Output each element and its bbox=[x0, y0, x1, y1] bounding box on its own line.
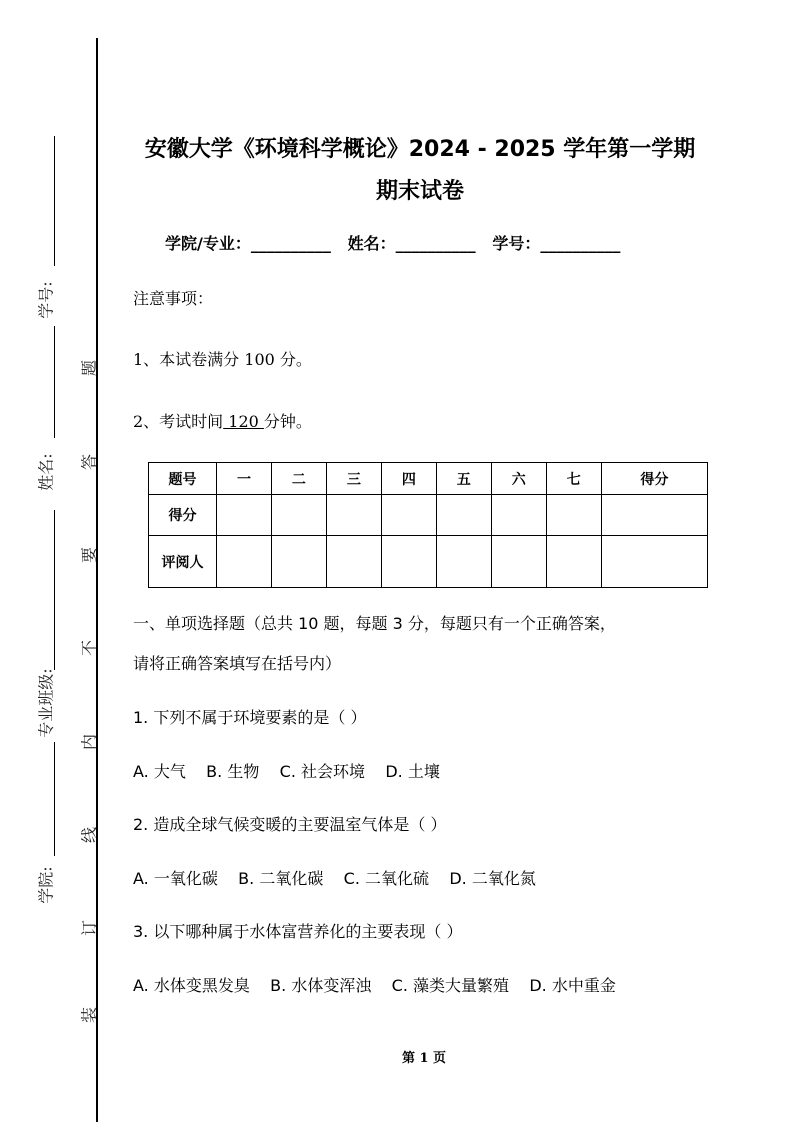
margin-blank-line bbox=[54, 742, 55, 856]
score-cell bbox=[271, 495, 326, 536]
row-label: 得分 bbox=[149, 495, 217, 536]
seal-char: 订 bbox=[79, 919, 99, 937]
student-info-row bbox=[165, 231, 620, 254]
note-item bbox=[133, 409, 312, 432]
grader-cell bbox=[326, 536, 381, 588]
question-options: A. 水体变黑发臭 B. 水体变浑浊 C. 藻类大量繁殖 D. 水中重金 bbox=[133, 976, 616, 995]
table-header-row bbox=[149, 463, 708, 495]
table-header-cell: 二 bbox=[271, 463, 326, 495]
seal-char: 不 bbox=[79, 639, 99, 657]
table-header-cell: 三 bbox=[326, 463, 381, 495]
seal-char: 答 bbox=[79, 453, 99, 471]
grader-cell bbox=[217, 536, 272, 588]
question: 2. 造成全球气候变暖的主要温室气体是（ ） bbox=[133, 815, 447, 834]
table-header-cell: 七 bbox=[546, 463, 601, 495]
section-heading: 请将正确答案填写在括号内） bbox=[133, 654, 342, 673]
score-cell bbox=[491, 495, 546, 536]
margin-name-label: 姓名: bbox=[36, 453, 56, 491]
score-cell bbox=[546, 495, 601, 536]
margin-major-class-label: 专业班级: bbox=[36, 668, 56, 738]
seal-char: 线 bbox=[79, 826, 99, 844]
note-text: 分钟。 bbox=[263, 412, 312, 431]
question-options: A. 一氧化碳 B. 二氧化碳 C. 二氧化硫 D. 二氧化氮 bbox=[133, 869, 536, 888]
grader-cell bbox=[271, 536, 326, 588]
score-table bbox=[148, 462, 708, 588]
note-item: 1、本试卷满分 100 分。 bbox=[133, 350, 312, 369]
grader-cell bbox=[436, 536, 491, 588]
table-row bbox=[149, 536, 708, 588]
seal-char: 要 bbox=[79, 546, 99, 564]
table-header-cell: 六 bbox=[491, 463, 546, 495]
seal-char: 题 bbox=[79, 359, 99, 377]
exam-title: 安徽大学《环境科学概论》2024 - 2025 学年第一学期 bbox=[144, 137, 696, 162]
margin-blank-line bbox=[54, 326, 55, 438]
row-label: 评阅人 bbox=[149, 536, 217, 588]
section-heading: 一、单项选择题（总共 10 题，每题 3 分，每题只有一个正确答案， bbox=[133, 614, 616, 633]
exam-duration: 120 bbox=[223, 412, 264, 431]
table-header-cell: 五 bbox=[436, 463, 491, 495]
question: 3. 以下哪种属于水体富营养化的主要表现（ ） bbox=[133, 922, 463, 941]
score-cell bbox=[601, 495, 707, 536]
score-cell bbox=[217, 495, 272, 536]
grader-cell bbox=[381, 536, 436, 588]
question: 1. 下列不属于环境要素的是（ ） bbox=[133, 708, 367, 727]
note-text: 2、考试时间 bbox=[133, 412, 224, 431]
id-blank: __________ bbox=[540, 234, 621, 253]
grader-cell bbox=[546, 536, 601, 588]
score-cell bbox=[326, 495, 381, 536]
score-cell bbox=[436, 495, 491, 536]
score-cell bbox=[381, 495, 436, 536]
seal-char: 装 bbox=[79, 1006, 99, 1024]
exam-subtitle: 期末试卷 bbox=[375, 179, 464, 204]
grader-cell bbox=[601, 536, 707, 588]
college-blank: __________ bbox=[250, 234, 331, 253]
table-header-cell: 题号 bbox=[149, 463, 217, 495]
margin-student-id-label: 学号: bbox=[36, 281, 56, 319]
notes-heading: 注意事项： bbox=[133, 289, 214, 308]
seal-char: 内 bbox=[79, 733, 99, 751]
question-options: A. 大气 B. 生物 C. 社会环境 D. 土壤 bbox=[133, 762, 440, 781]
college-label: 学院/专业： bbox=[165, 234, 251, 253]
grader-cell bbox=[491, 536, 546, 588]
page-number: 第 1 页 bbox=[401, 1051, 447, 1066]
margin-college-label: 学院: bbox=[36, 866, 56, 904]
name-blank: __________ bbox=[395, 234, 476, 253]
table-header-cell: 得分 bbox=[601, 463, 707, 495]
table-header-cell: 四 bbox=[381, 463, 436, 495]
id-label: 学号： bbox=[492, 234, 541, 253]
table-row bbox=[149, 495, 708, 536]
table-header-cell: 一 bbox=[217, 463, 272, 495]
margin-blank-line bbox=[54, 510, 55, 670]
name-label: 姓名： bbox=[347, 234, 396, 253]
